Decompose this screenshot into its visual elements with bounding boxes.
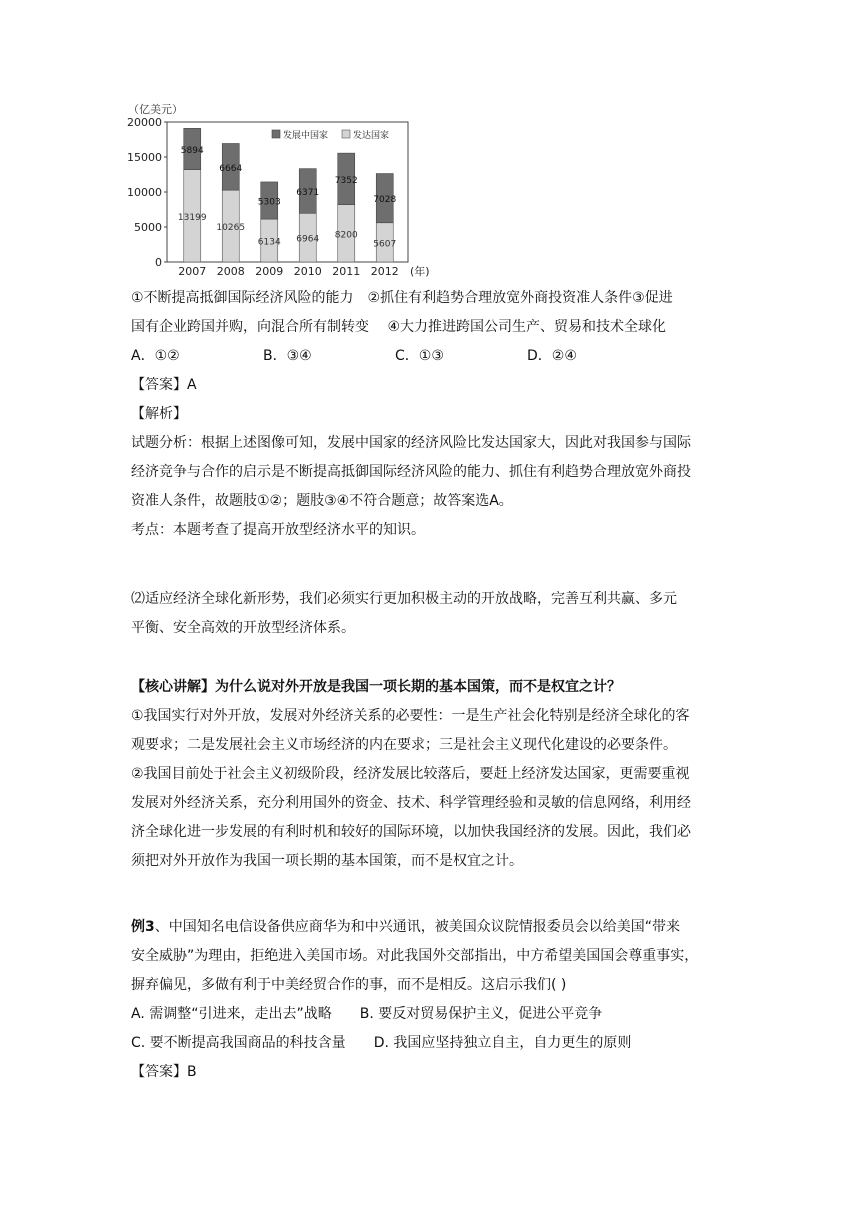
point-2-line-2: 平衡、安全高效的开放型经济体系。 <box>131 620 355 636</box>
core-explanation <box>131 673 731 876</box>
q1-analysis-line-2: 经济竞争与合作的启示是不断提高抵御国际经济风险的能力、抓住有利趋势合理放宽外商投 <box>131 464 691 480</box>
q1-statement-line-2: 国有企业跨国并购，向混合所有制转变 ④大力推进跨国公司生产、贸易和技术全球化 <box>131 319 666 335</box>
y-tick-label: 15000 <box>127 151 162 164</box>
example-3-line-2: 安全威胁”为理由，拒绝进入美国市场。对此我国外交部指出，中方希望美国国会尊重事实， <box>131 948 699 964</box>
x-tick-label-2012: 2012 <box>370 265 399 278</box>
core-heading-label: 【核心讲解】 <box>131 679 215 695</box>
q1-analysis-label: 【解析】 <box>131 406 187 422</box>
example-3-options-cd <box>131 1029 731 1058</box>
example-3-line-3: 摒弃偏见，多做有利于中美经贸合作的事，而不是相反。这启示我们( ) <box>131 977 567 993</box>
example-3-option-d: D. 我国应坚持独立自主，自力更生的原则 <box>373 1035 632 1051</box>
core-line-3: ②我国目前处于社会主义初级阶段，经济发展比较落后，要赶上经济发达国家，更需要重视 <box>131 766 690 782</box>
q1-analysis-line-1: 试题分析：根据上述图像可知，发展中国家的经济风险比发达国家大，因此对我国参与国际 <box>131 435 691 451</box>
data-label-developed-2012: 5607 <box>373 239 397 250</box>
core-line-2: 观要求；二是发展社会主义市场经济的内在要求；三是社会主义现代化建设的必要条件。 <box>131 737 677 753</box>
x-tick-label-2008: 2008 <box>216 265 245 278</box>
data-label-developing-2012: 7028 <box>373 195 397 206</box>
y-tick-label: 20000 <box>127 116 162 129</box>
data-label-developing-2011: 7352 <box>334 175 358 186</box>
y-tick-label: 10000 <box>127 186 162 199</box>
chart-unit-label: （亿美元） <box>128 103 183 116</box>
core-heading <box>131 673 731 702</box>
x-tick-label-2011: 2011 <box>332 265 361 278</box>
legend-swatch-developed <box>342 130 350 138</box>
q1-options <box>131 342 731 371</box>
legend-label-developing: 发展中国家 <box>283 131 329 141</box>
q1-option-a: A．①② <box>131 348 180 364</box>
data-label-developing-2008: 6664 <box>219 163 243 174</box>
data-label-developed-2008: 10265 <box>216 223 246 234</box>
q1-answer: 【答案】A <box>131 377 197 393</box>
y-tick-label: 0 <box>155 256 162 269</box>
q1-option-d: D．②④ <box>527 348 577 364</box>
example-3 <box>131 913 731 1087</box>
legend-swatch-developing <box>272 130 280 138</box>
example-3-option-c: C. 要不断提高我国商品的科技含量 <box>131 1035 346 1051</box>
y-tick-label: 5000 <box>134 221 162 234</box>
q1-option-c: C．①③ <box>395 348 444 364</box>
x-unit-label: (年) <box>410 265 430 278</box>
x-tick-label-2009: 2009 <box>255 265 284 278</box>
data-label-developing-2009: 5303 <box>257 197 281 208</box>
q1-option-b: B．③④ <box>263 348 312 364</box>
example-3-line-1 <box>131 913 731 942</box>
x-tick-label-2010: 2010 <box>293 265 322 278</box>
q1-statement-line-1: ①不断提高抵御国际经济风险的能力 ②抓住有利趋势合理放宽外商投资准人条件③促进 <box>131 290 673 306</box>
example-3-option-a: A. 需调整“引进来，走出去”战略 <box>131 1006 332 1022</box>
chart-svg <box>122 100 442 282</box>
legend-label-developed: 发达国家 <box>353 131 390 141</box>
stacked-bar-chart <box>122 100 442 282</box>
core-line-5: 济全球化进一步发展的有利时机和较好的国际环境，以加快我国经济的发展。因此，我们必 <box>131 824 691 840</box>
question-1 <box>131 284 731 545</box>
data-label-developed-2007: 13199 <box>177 212 207 223</box>
plot-frame <box>167 122 408 262</box>
core-line-6: 须把对外开放作为我国一项长期的基本国策，而不是权宜之计。 <box>131 853 523 869</box>
core-line-1: ①我国实行对外开放，发展对外经济关系的必要性：一是生产社会化特别是经济全球化的客 <box>131 708 690 724</box>
x-tick-label-2007: 2007 <box>178 265 207 278</box>
data-label-developing-2010: 6371 <box>296 187 320 198</box>
example-3-text-1: 、中国知名电信设备供应商华为和中兴通讯，被美国众议院情报委员会以给美国“带来 <box>154 919 681 935</box>
data-label-developed-2009: 6134 <box>257 237 281 248</box>
example-3-options-ab <box>131 1000 731 1029</box>
example-3-answer: 【答案】B <box>131 1064 197 1080</box>
data-label-developing-2007: 5894 <box>180 145 204 156</box>
example-3-label: 例3 <box>131 919 155 935</box>
q1-analysis-line-3: 资准人条件，故题肢①②；题肢③④不符合题意；故答案选A。 <box>131 493 513 509</box>
data-label-developed-2010: 6964 <box>296 234 320 245</box>
core-heading-question: 为什么说对外开放是我国一项长期的基本国策，而不是权宜之计？ <box>215 679 621 695</box>
point-2-line-1: ⑵适应经济全球化新形势，我们必须实行更加积极主动的开放战略，完善互利共赢、多元 <box>131 591 677 607</box>
q1-kaodian: 考点：本题考查了提高开放型经济水平的知识。 <box>131 522 425 538</box>
core-line-4: 发展对外经济关系，充分利用国外的资金、技术、科学管理经验和灵敏的信息网络，利用经 <box>131 795 691 811</box>
data-label-developed-2011: 8200 <box>334 230 358 241</box>
point-2 <box>131 585 731 643</box>
example-3-option-b: B. 要反对贸易保护主义，促进公平竞争 <box>359 1006 603 1022</box>
